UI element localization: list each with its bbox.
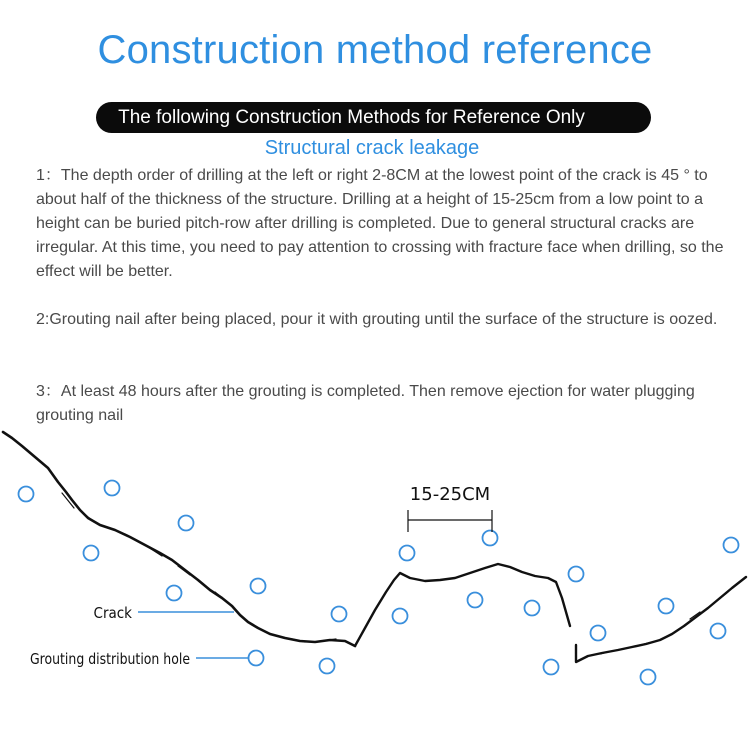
grouting-hole xyxy=(711,624,726,639)
step-2-text: 2:Grouting nail after being placed, pour it with grouting until the surface of the structure is oozed. xyxy=(36,311,718,328)
grouting-hole xyxy=(468,593,483,608)
section-subtitle: Structural crack leakage xyxy=(264,137,480,159)
grouting-hole xyxy=(544,660,559,675)
grouting-hole xyxy=(332,607,347,622)
grouting-hole xyxy=(569,567,584,582)
spacing-dimension xyxy=(408,510,492,532)
reference-banner: The following Construction Methods for Reference Only xyxy=(96,102,651,133)
grouting-hole-label: Grouting distribution hole xyxy=(30,650,190,668)
grouting-hole xyxy=(591,626,606,641)
step-1-text: 1：The depth order of drilling at the left or right 2-8CM at the lowest point of the crack is 45 ° to about half of the thickness of the structure. Drilling at a height of 15-25cm from a low point to a height can be buried pitch-row after drilling is completed. Due to general structural cracks are irregular. At this time, you need to pay attention to crossing with fracture face when drilling, so the effect will be better. xyxy=(36,167,724,280)
grouting-hole xyxy=(525,601,540,616)
grouting-hole xyxy=(105,481,120,496)
grouting-hole xyxy=(251,579,266,594)
grouting-hole xyxy=(179,516,194,531)
grouting-hole xyxy=(249,651,264,666)
grouting-hole xyxy=(724,538,739,553)
step-3-text: 3：At least 48 hours after the grouting is completed. Then remove ejection for water plugging grouting nail xyxy=(36,383,695,424)
grouting-hole xyxy=(393,609,408,624)
page-title: Construction method reference xyxy=(97,28,653,72)
grouting-hole xyxy=(659,599,674,614)
grouting-hole xyxy=(641,670,656,685)
grouting-hole xyxy=(84,546,99,561)
crack-label: Crack xyxy=(93,604,132,622)
grouting-hole xyxy=(400,546,415,561)
grouting-hole xyxy=(19,487,34,502)
grouting-hole xyxy=(167,586,182,601)
grouting-hole xyxy=(320,659,335,674)
crack-segment-left xyxy=(3,432,355,646)
crack-segment-right xyxy=(576,577,746,662)
grouting-hole xyxy=(483,531,498,546)
spacing-label: 15-25CM xyxy=(409,484,491,505)
crack-texture-right xyxy=(600,580,742,654)
crack-line xyxy=(3,432,746,662)
